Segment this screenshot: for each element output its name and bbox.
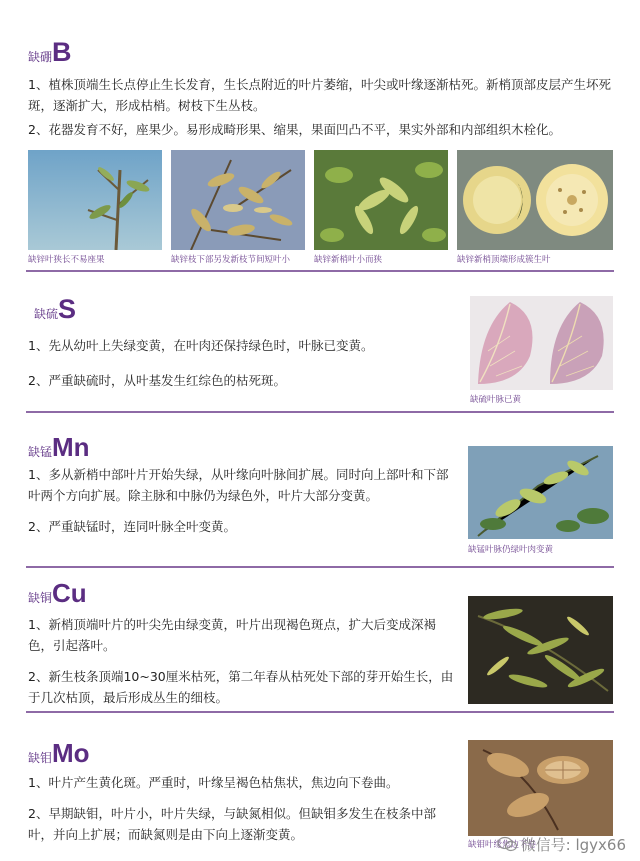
heading-prefix: 缺硼 — [28, 50, 53, 64]
element-symbol: Cu — [52, 578, 87, 608]
heading-prefix: 缺硫 — [34, 307, 59, 321]
heading-sulfur — [34, 294, 76, 325]
caption-1: 缺锌叶狭长不易座果 — [28, 255, 105, 265]
caption-molybdenum: 缺钼叶缘焦边下卷 — [468, 840, 537, 850]
photo-manganese — [468, 446, 613, 539]
photo-copper — [468, 596, 613, 704]
element-symbol: Mo — [52, 738, 90, 768]
caption-4: 缺锌新梢顶端形成簇生叶 — [457, 255, 551, 265]
heading-copper — [28, 578, 87, 609]
element-symbol: B — [52, 37, 72, 67]
caption-3: 缺锌新梢叶小而狭 — [314, 255, 383, 265]
section-divider — [26, 270, 614, 272]
heading-prefix: 缺锰 — [28, 445, 53, 459]
wechat-watermark — [497, 834, 626, 855]
copper-symptom-1: 1、新梢顶端叶片的叶尖先由绿变黄，叶片出现褐色斑点，扩大后变成深褐色，引起落叶。 — [28, 617, 436, 653]
element-symbol: Mn — [52, 432, 90, 462]
heading-prefix: 缺钼 — [28, 751, 53, 765]
molybdenum-symptom-2: 2、早期缺钼，叶片小，叶片失绿，与缺氮相似。但缺钼多发生在枝条中部叶，并向上扩展；而缺氮则是由下向上逐渐变黄。 — [28, 806, 436, 842]
sulfur-symptom-1: 1、先从幼叶上失绿变黄，在叶肉还保持绿色时，叶脉已变黄。 — [28, 338, 374, 353]
photo-small-narrow-leaves — [314, 150, 448, 250]
photo-molybdenum — [468, 740, 613, 836]
section-divider — [26, 711, 614, 713]
heading-boron — [28, 37, 72, 68]
heading-molybdenum — [28, 738, 90, 769]
photo-short-internodes — [171, 150, 305, 250]
heading-prefix: 缺铜 — [28, 591, 53, 605]
sulfur-symptom-2: 2、严重缺硫时，从叶基发生红综色的枯死斑。 — [28, 373, 286, 388]
section-divider — [26, 566, 614, 568]
element-symbol: S — [58, 294, 77, 324]
watermark-text: 微信号: lgyx66 — [520, 836, 626, 854]
manganese-symptom-2: 2、严重缺锰时，连同叶脉全叶变黄。 — [28, 519, 236, 534]
section-divider — [26, 411, 614, 413]
photo-narrow-leaf — [28, 150, 162, 250]
boron-symptom-1: 1、植株顶端生长点停止生长发育，生长点附近的叶片萎缩，叶尖或叶缘逐渐枯死。新梢顶部皮层产生坏死斑，逐渐扩大，形成枯梢。树枝下生丛枝。 — [28, 77, 611, 113]
copper-symptom-2: 2、新生枝条顶端10~30厘米枯死，第二年春从枯死处下部的芽开始生长，由于几次枯顶，最后形成丛生的细枝。 — [28, 669, 454, 705]
caption-sulfur: 缺硫叶脉已黄 — [470, 395, 522, 405]
caption-2: 缺锌枝下部另发新枝节间短叶小 — [171, 255, 291, 265]
photo-sulfur-leaves — [470, 296, 613, 390]
photo-rosette-fruit — [457, 150, 613, 250]
heading-manganese — [28, 432, 90, 463]
wechat-icon — [497, 836, 517, 852]
boron-symptom-2: 2、花器发育不好，座果少。易形成畸形果、缩果，果面凹凸不平，果实外部和内部组织木栓化。 — [28, 122, 561, 137]
manganese-symptom-1: 1、多从新梢中部叶片开始失绿，从叶缘向叶脉间扩展。同时向上部叶和下部叶两个方向扩展。除主脉和中脉仍为绿色外，叶片大部分变黄。 — [28, 467, 449, 503]
caption-manganese: 缺锰叶脉仍绿叶肉变黄 — [468, 545, 554, 555]
molybdenum-symptom-1: 1、叶片产生黄化斑。严重时，叶缘呈褐色枯焦状，焦边向下卷曲。 — [28, 775, 399, 790]
